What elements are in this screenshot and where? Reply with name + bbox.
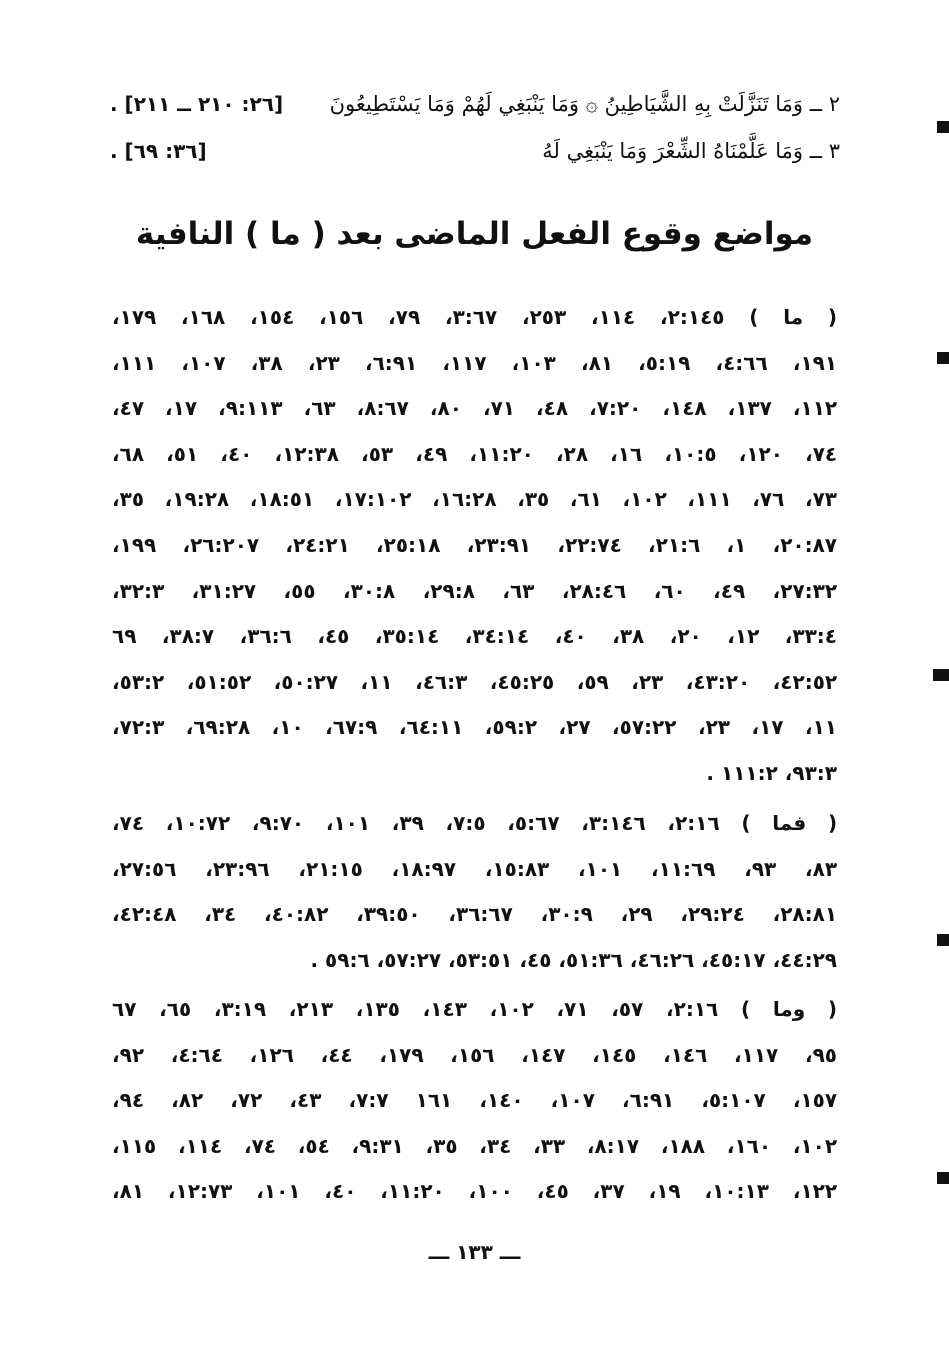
reference-line: ٩٥، ١١٧، ١٤٦، ١٤٥، ١٤٧، ١٥٦، ١٧٩، ٤٤، ١٢٦، ٤:٦٤، ٩٢، xyxy=(112,1042,837,1067)
scan-edge-mark xyxy=(937,121,949,133)
quran-verse-line xyxy=(110,136,840,166)
reference-line: ٤٤:٢٩، ٤٥:١٧، ٤٦:٢٦، ٥١:٣٦، ٤٥، ٥٣:٥١، ٥٧:٢٧، ٥٩:٦ . xyxy=(310,947,837,972)
verse-text: ٣ ــ وَمَا عَلَّمْنَاهُ الشِّعْرَ وَمَا يَنْبَغِي لَهُ xyxy=(542,139,840,163)
scan-edge-mark xyxy=(937,934,949,946)
reference-line: ٤٢:٥٢، ٤٣:٢٠، ٢٣، ٥٩، ٤٥:٢٥، ٤٦:٣، ١١، ٥٠:٢٧، ٥١:٥٢، ٥٣:٢، xyxy=(112,669,837,694)
reference-line: ٢٠:٨٧، ١، ٢١:٦، ٢٢:٧٤، ٢٣:٩١، ٢٥:١٨، ٢٤:٢١، ٢٦:٢٠٧، ١٩٩، xyxy=(112,532,837,557)
reference-line: ( فما ) ٢:١٦، ٣:١٤٦، ٥:٦٧، ٧:٥، ٣٩، ١٠١، ٩:٧٠، ١٠:٧٢، ٧٤، xyxy=(112,811,837,835)
reference-line: ٧٤، ١٢٠، ١٠:٥، ١٦، ٢٨، ١١:٢٠، ٤٩، ٥٣، ١٢:٣٨، ٤٠، ٥١، ٦٨، xyxy=(112,441,837,466)
reference-line: ( وما ) ٢:١٦، ٥٧، ٧١، ١٠٢، ١٤٣، ١٣٥، ٢١٣، ٣:١٩، ٦٥، ٦٧ xyxy=(112,997,837,1021)
section-heading: مواضع وقوع الفعل الماضى بعد ( ما ) النافية xyxy=(135,216,814,252)
reference-line: ١٥٧، ٥:١٠٧، ٦:٩١، ١٠٧، ١٤٠، ١٦١ ٧:٧، ٤٣، ٧٢، ٨٢، ٩٤، xyxy=(112,1088,837,1113)
references-paragraph-ma xyxy=(112,295,837,797)
reference-line: ٢٧:٣٢، ٤٩، ٦٠، ٢٨:٤٦، ٦٣، ٢٩:٨، ٣٠:٨، ٥٥، ٣١:٢٧، ٣٢:٣، xyxy=(112,578,837,603)
reference-line: ١١، ١٧، ٢٣، ٥٧:٢٢، ٢٧، ٥٩:٢، ٦٤:١١، ٦٧:٩، ١٠، ٦٩:٢٨، ٧٢:٣، xyxy=(112,715,837,740)
reference-line: ٣٣:٤، ١٢، ٢٠، ٣٨، ٤٠، ٣٤:١٤، ٣٥:١٤، ٤٥، ٣٦:٦، ٣٨:٧، ٦٩ xyxy=(112,624,837,649)
scan-edge-mark xyxy=(933,669,949,681)
scan-edge-mark xyxy=(937,1172,949,1184)
reference-line: ١٠٢، ١٦٠، ١٨٨، ٨:١٧، ٣٣، ٣٤، ٣٥، ٩:٣١، ٥٤، ٧٤، ١١٤، ١١٥، xyxy=(112,1133,837,1158)
reference-line: ٢٨:٨١، ٢٩:٢٤، ٢٩، ٣٠:٩، ٣٦:٦٧، ٣٩:٥٠، ٤٠:٨٢، ٣٤، ٤٢:٤٨، xyxy=(112,902,837,927)
reference-line: ( ما ) ٢:١٤٥، ١١٤، ٢٥٣، ٣:٦٧، ٧٩، ١٥٦، ١٥٤، ١٦٨، ١٧٩، xyxy=(112,305,837,329)
scan-edge-mark xyxy=(937,352,949,364)
page-number: ـــ ١٣٣ ـــ xyxy=(428,1240,521,1264)
reference-line: ١١٢، ١٣٧، ١٤٨، ٧:٢٠، ٤٨، ٧١، ٨٠، ٨:٦٧، ٦٣، ٩:١١٣، ١٧، ٤٧، xyxy=(112,396,837,421)
reference-line: ٧٣، ٧٦، ١١١، ١٠٢، ٦١، ٣٥، ١٦:٢٨، ١٧:١٠٢، ١٨:٥١، ١٩:٢٨، ٣٥، xyxy=(112,487,837,512)
reference-line: ٨٣، ٩٣، ١١:٦٩، ١٠١، ١٥:٨٣، ١٨:٩٧، ٢١:١٥، ٢٣:٩٦، ٢٧:٥٦، xyxy=(112,856,837,881)
reference-line: ١٢٢، ١٠:١٣، ١٩، ٣٧، ٤٥، ١٠٠، ١١:٢٠، ٤٠، ١٠١، ١٢:٧٣، ٨١، xyxy=(112,1179,837,1204)
reference-line: ٩٣:٣، ١١١:٢ . xyxy=(706,760,837,785)
reference-line: ١٩١، ٤:٦٦، ٥:١٩، ٨١، ١٠٣، ١١٧، ٦:٩١، ٢٣، ٣٨، ١٠٧، ١١١، xyxy=(112,350,837,375)
references-paragraph-fama xyxy=(112,801,837,983)
quran-verse-line xyxy=(110,89,840,119)
references-paragraph-wama xyxy=(112,987,837,1215)
verse-reference: . [٢٦: ٢١٠ ــ ٢١١] xyxy=(110,92,284,116)
verse-reference: . [٣٦: ٦٩] xyxy=(110,139,207,163)
verse-text: ٢ ــ وَمَا تَنَزَّلَتْ بِهِ الشَّيَاطِينُ ۞ وَمَا يَنْبَغِي لَهُمْ وَمَا يَسْتَطِيعُونَ xyxy=(329,92,840,116)
